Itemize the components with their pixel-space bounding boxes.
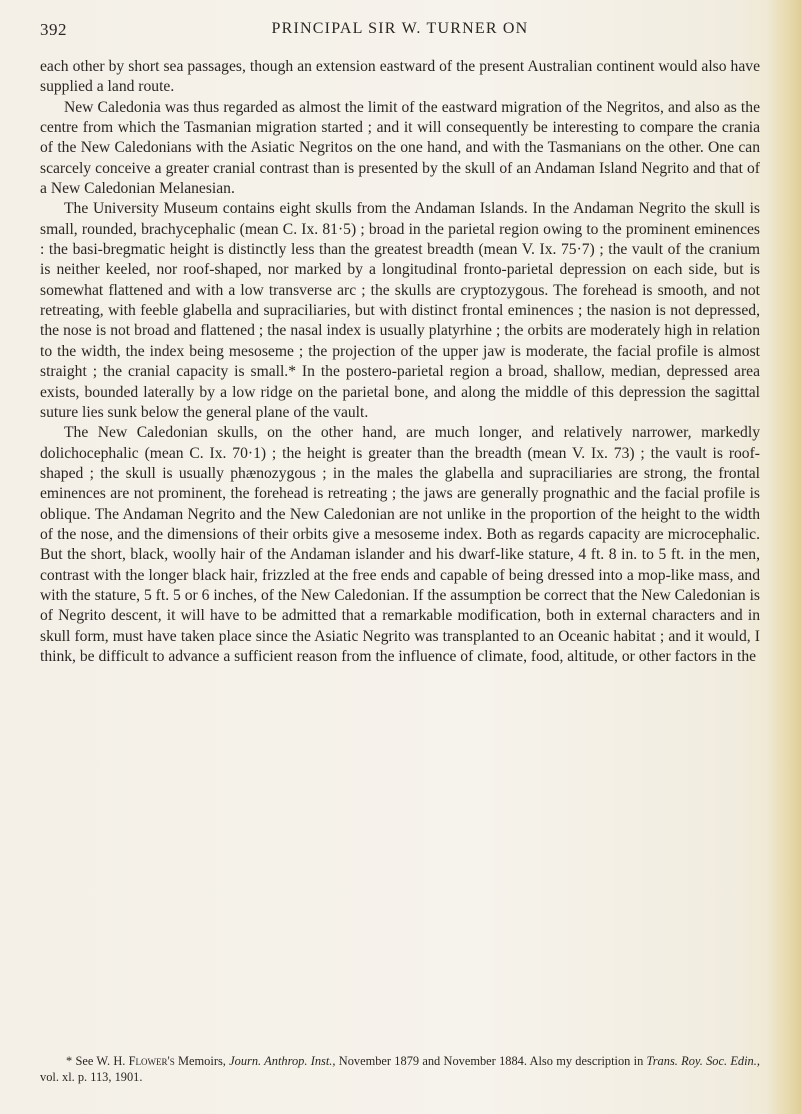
- paragraph-andaman-skulls: The University Museum contains eight skulls from the Andaman Islands. In the Andaman Negrito the skull is small, rounded, brachycephalic (mean C. Ix. 81·5) ; broad in the parietal region owing to the prominent eminences : the basi-bregmatic height is distinctly less than the greatest breadth (mean V. Ix. 75·7) ; the vault of the cranium is neither keeled, nor roof-shaped, nor marked by a longitudinal fronto-parietal depression on each side, but is somewhat flattened and with a low transverse arc ; the skulls are cryptozygous. The forehead is smooth, and not retreating, with feeble glabella and supraciliaries, but with distinct frontal eminences ; the nasion is not depressed, the nose is not broad and flattened ; the nasal index is usually platyrhine ; the orbits are moderately high in relation to the width, the index being mesoseme ; the projection of the upper jaw is moderate, the facial profile is almost straight ; the cranial capacity is small.* In the postero-parietal region a broad, shallow, median, depressed area exists, bounded laterally by a low ridge on the parietal bone, and along the middle of this depression the sagittal suture lies sunk below the general plane of the vault.: [40, 200, 760, 421]
- footnote-journal: Journ. Anthrop. Inst.,: [229, 1054, 336, 1068]
- page-header: [40, 20, 760, 44]
- page-edge-stain: [767, 0, 801, 1114]
- footnote-marker: *: [66, 1054, 73, 1068]
- paragraph-continuation: each other by short sea passages, though an extension eastward of the present Australian continent would also have supplied a land route.: [40, 58, 760, 96]
- footnote-ref: vol. xl. p. 113, 1901.: [40, 1070, 143, 1084]
- footnote-dates: November 1879 and November 1884. Also my description in: [338, 1054, 644, 1068]
- paragraph-new-caledonian-skulls: The New Caledonian skulls, on the other hand, are much longer, and relatively narrower, markedly dolichocephalic (mean C. Ix. 70·1) ; the height is greater than the breadth (mean V. Ix. 73) ; the vault is roof-shaped ; the skull is usually phænozygous ; in the males the glabella and supraciliaries are strong, the frontal eminences are not prominent, the forehead is retreating ; the jaws are generally prognathic and the facial profile is oblique. The Andaman Negrito and the New Caledonian are not unlike in the proportion of the height to the width of the nose, and the dimensions of their orbits give a mesoseme index. Both as regards capacity are microcephalic. But the short, black, woolly hair of the Andaman islander and his dwarf-like stature, 4 ft. 8 in. to 5 ft. in the men, contrast with the longer black hair, frizzled at the free ends and capable of being dressed into a mop-like mass, and with the stature, 5 ft. 5 or 6 inches, of the New Caledonian. If the assumption be correct that the New Caledonian is of Negrito descent, it will have to be admitted that a remarkable modification, both in external characters and in skull form, must have taken place since the Asiatic Negrito was transplanted to an Oceanic habitat ; and it would, I think, be difficult to advance a sufficient reason from the influence of climate, food, altitude, or other factors in the: [40, 424, 760, 665]
- page-number: 392: [40, 20, 67, 39]
- running-head: PRINCIPAL SIR W. TURNER ON: [271, 20, 529, 37]
- footnote: [40, 1053, 760, 1085]
- paragraph-new-caledonia-migration: New Caledonia was thus regarded as almost the limit of the eastward migration of the Negritos, and also as the centre from which the Tasmanian migration started ; and it will consequently be interesting to compare the crania of the New Caledonians with the Asiatic Negritos on the one hand, and with the Tasmanians on the other. One can scarcely conceive a greater cranial contrast than is presented by the skull of an Andaman Island Negrito and that of a New Caledonian Melanesian.: [40, 98, 760, 198]
- footnote-trans: Trans. Roy. Soc. Edin.,: [646, 1054, 760, 1068]
- footnote-see: See W. H.: [75, 1054, 126, 1068]
- footnote-memoirs: Memoirs,: [178, 1054, 226, 1068]
- body-text: [40, 57, 760, 667]
- footnote-author: Flower's: [128, 1054, 175, 1068]
